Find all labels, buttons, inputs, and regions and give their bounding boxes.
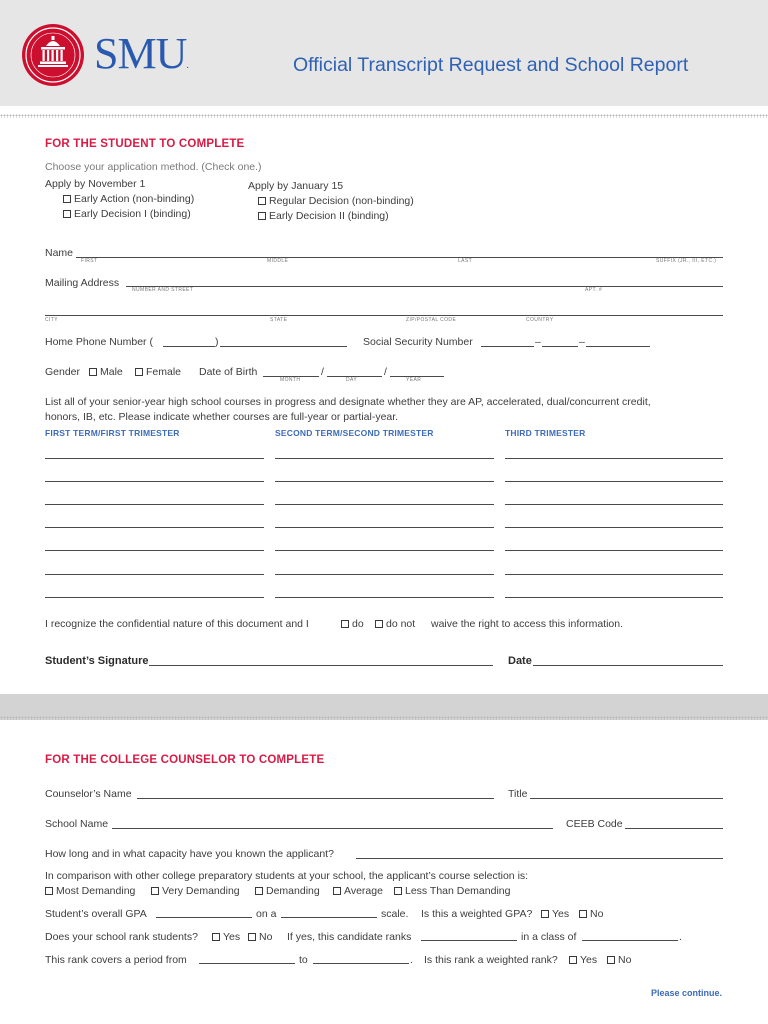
course-line[interactable] xyxy=(45,481,264,482)
weighted-rank-question: Is this rank a weighted rank? xyxy=(424,954,558,966)
third-trimester-header: THIRD TRIMESTER xyxy=(505,428,586,438)
gpa-on-a-label: on a xyxy=(256,908,277,920)
checkbox-icon[interactable] xyxy=(63,210,71,218)
course-line[interactable] xyxy=(505,481,723,482)
checkbox-icon[interactable] xyxy=(63,195,71,203)
zip-sublabel: ZIP/POSTAL CODE xyxy=(406,317,457,323)
ceeb-code-field[interactable] xyxy=(625,828,723,829)
checkbox-icon[interactable] xyxy=(375,620,383,628)
course-line[interactable] xyxy=(45,574,264,575)
period-to-field[interactable] xyxy=(313,963,409,964)
weighted-gpa-question: Is this a weighted GPA? xyxy=(421,908,533,920)
weighted-gpa-no-checkbox[interactable]: No xyxy=(579,908,603,920)
last-sublabel: LAST xyxy=(458,258,473,264)
early-decision-2-checkbox[interactable]: Early Decision II (binding) xyxy=(258,210,389,222)
dob-slash-1: / xyxy=(321,366,324,378)
checkbox-icon[interactable] xyxy=(333,887,341,895)
checkbox-icon[interactable] xyxy=(89,368,97,376)
ssn-part1-field[interactable] xyxy=(481,346,534,347)
student-signature-label: Student’s Signature xyxy=(45,655,149,667)
year-sublabel: YEAR xyxy=(406,377,422,383)
student-signature-field[interactable] xyxy=(149,665,493,666)
course-line[interactable] xyxy=(45,458,264,459)
rigor-average-checkbox[interactable]: Average xyxy=(333,885,383,897)
day-sublabel: DAY xyxy=(346,377,358,383)
deadline-november-label: Apply by November 1 xyxy=(45,178,146,190)
period-dot: . xyxy=(410,954,413,966)
country-sublabel: COUNTRY xyxy=(526,317,554,323)
ssn-dash-1: – xyxy=(535,336,541,348)
course-line[interactable] xyxy=(45,527,264,528)
phone-number-field[interactable] xyxy=(220,346,347,347)
rank-position-field[interactable] xyxy=(421,940,517,941)
school-name-field[interactable] xyxy=(112,828,553,829)
checkbox-icon[interactable] xyxy=(541,910,549,918)
application-method-prompt: Choose your application method. (Check one.) xyxy=(45,161,262,173)
course-selection-prompt: In comparison with other college preparatory students at your school, the applicant’s course selection is: xyxy=(45,870,529,882)
checkbox-icon[interactable] xyxy=(258,212,266,220)
gender-label: Gender xyxy=(45,366,81,378)
checkbox-icon[interactable] xyxy=(151,887,159,895)
school-name-label: School Name xyxy=(45,818,109,830)
dob-slash-2: / xyxy=(384,366,387,378)
gender-female-checkbox[interactable]: Female xyxy=(135,366,181,378)
regular-decision-checkbox[interactable]: Regular Decision (non-binding) xyxy=(258,195,414,207)
rigor-very-demanding-checkbox[interactable]: Very Demanding xyxy=(151,885,240,897)
mailing-address-label: Mailing Address xyxy=(45,277,120,289)
ceeb-code-label: CEEB Code xyxy=(566,818,623,830)
please-continue-note: Please continue. xyxy=(650,988,722,998)
second-term-header: SECOND TERM/SECOND TRIMESTER xyxy=(275,428,434,438)
checkbox-icon[interactable] xyxy=(569,956,577,964)
counselor-section-title: FOR THE COLLEGE COUNSELOR TO COMPLETE xyxy=(45,754,325,766)
student-date-label: Date xyxy=(508,655,532,667)
student-section-title: FOR THE STUDENT TO COMPLETE xyxy=(45,138,245,150)
course-line[interactable] xyxy=(275,458,494,459)
checkbox-icon[interactable] xyxy=(248,933,256,941)
gender-male-checkbox[interactable]: Male xyxy=(89,366,123,378)
course-line[interactable] xyxy=(505,550,723,551)
course-line[interactable] xyxy=(505,504,723,505)
gpa-field[interactable] xyxy=(156,917,252,918)
waiver-text-start: I recognize the confidential nature of this document and I xyxy=(45,618,309,630)
weighted-gpa-yes-checkbox[interactable]: Yes xyxy=(541,908,569,920)
known-applicant-label: How long and in what capacity have you known the applicant? xyxy=(45,848,334,860)
smu-seal-icon xyxy=(22,24,84,86)
name-field[interactable] xyxy=(76,257,723,258)
weighted-rank-no-checkbox[interactable]: No xyxy=(607,954,631,966)
dob-label: Date of Birth xyxy=(199,366,258,378)
deadline-january-label: Apply by January 15 xyxy=(248,180,344,192)
checkbox-icon[interactable] xyxy=(45,887,53,895)
address-field[interactable] xyxy=(126,286,723,287)
phone-close-paren: ) xyxy=(215,336,219,348)
known-applicant-field[interactable] xyxy=(356,858,723,859)
gpa-scale-field[interactable] xyxy=(281,917,377,918)
ssn-label: Social Security Number xyxy=(363,336,473,348)
course-line[interactable] xyxy=(275,574,494,575)
class-size-field[interactable] xyxy=(582,940,678,941)
city-state-field[interactable] xyxy=(45,315,723,316)
smu-logo: SMU. xyxy=(94,29,188,78)
course-line[interactable] xyxy=(505,574,723,575)
course-line[interactable] xyxy=(505,597,723,598)
middle-sublabel: MIDDLE xyxy=(267,258,289,264)
first-sublabel: FIRST xyxy=(81,258,98,264)
rank-if-yes-label: If yes, this candidate ranks xyxy=(287,931,412,943)
gpa-scale-label: scale. xyxy=(381,908,409,920)
course-line[interactable] xyxy=(275,550,494,551)
student-date-field[interactable] xyxy=(533,665,723,666)
course-line[interactable] xyxy=(505,527,723,528)
course-line[interactable] xyxy=(45,550,264,551)
rigor-less-than-demanding-checkbox[interactable]: Less Than Demanding xyxy=(394,885,510,897)
checkbox-icon[interactable] xyxy=(135,368,143,376)
course-line[interactable] xyxy=(45,597,264,598)
checkbox-icon[interactable] xyxy=(607,956,615,964)
early-decision-1-checkbox[interactable]: Early Decision I (binding) xyxy=(63,208,191,220)
rigor-demanding-checkbox[interactable]: Demanding xyxy=(255,885,320,897)
counselor-name-label: Counselor’s Name xyxy=(45,788,132,800)
checkbox-icon[interactable] xyxy=(255,887,263,895)
course-line[interactable] xyxy=(275,504,494,505)
period-to-label: to xyxy=(299,954,308,966)
course-line[interactable] xyxy=(275,481,494,482)
period-from-field[interactable] xyxy=(199,963,295,964)
counselor-name-field[interactable] xyxy=(137,798,494,799)
ssn-part3-field[interactable] xyxy=(586,346,650,347)
counselor-title-field[interactable] xyxy=(530,798,723,799)
street-sublabel: NUMBER AND STREET xyxy=(132,287,194,293)
dotted-divider xyxy=(0,716,768,720)
home-phone-label: Home Phone Number ( xyxy=(45,336,153,348)
checkbox-icon[interactable] xyxy=(394,887,402,895)
waiver-do-not-checkbox[interactable]: do not xyxy=(375,618,415,630)
waiver-do-checkbox[interactable]: do xyxy=(341,618,364,630)
rank-period-end: . xyxy=(679,931,682,943)
checkbox-icon[interactable] xyxy=(212,933,220,941)
counselor-title-label: Title xyxy=(508,788,528,800)
ssn-dash-2: – xyxy=(579,336,585,348)
city-sublabel: CITY xyxy=(45,317,58,323)
course-line[interactable] xyxy=(45,504,264,505)
area-code-field[interactable] xyxy=(163,346,215,347)
weighted-rank-yes-checkbox[interactable]: Yes xyxy=(569,954,597,966)
class-of-label: in a class of xyxy=(521,931,577,943)
dotted-divider xyxy=(0,114,768,118)
early-action-checkbox[interactable]: Early Action (non-binding) xyxy=(63,193,194,205)
page-title: Official Transcript Request and School Report xyxy=(293,54,689,76)
suffix-sublabel: SUFFIX (JR., III, ETC.) xyxy=(656,258,717,264)
name-label: Name xyxy=(45,247,74,259)
rank-no-checkbox[interactable]: No xyxy=(248,931,272,943)
first-term-header: FIRST TERM/FIRST TRIMESTER xyxy=(45,428,180,438)
ssn-part2-field[interactable] xyxy=(542,346,578,347)
checkbox-icon[interactable] xyxy=(341,620,349,628)
courses-instructions-line2: honors, IB, etc. Please indicate whether courses are full-year or partial-year. xyxy=(45,411,399,423)
waiver-text-end: waive the right to access this information. xyxy=(431,618,624,630)
courses-instructions-line1: List all of your senior-year high school courses in progress and designate whether they are AP, accelerated, dual/concurrent credit, xyxy=(45,396,651,408)
month-sublabel: MONTH xyxy=(280,377,301,383)
checkbox-icon[interactable] xyxy=(579,910,587,918)
state-sublabel: STATE xyxy=(270,317,288,323)
checkbox-icon[interactable] xyxy=(258,197,266,205)
rank-yes-checkbox[interactable]: Yes xyxy=(212,931,240,943)
gpa-label: Student’s overall GPA xyxy=(45,908,147,920)
course-line[interactable] xyxy=(505,458,723,459)
rank-period-label: This rank covers a period from xyxy=(45,954,187,966)
rigor-most-demanding-checkbox[interactable]: Most Demanding xyxy=(45,885,135,897)
course-line[interactable] xyxy=(275,597,494,598)
rank-question: Does your school rank students? xyxy=(45,931,198,943)
apt-sublabel: APT. # xyxy=(585,287,603,293)
course-line[interactable] xyxy=(275,527,494,528)
